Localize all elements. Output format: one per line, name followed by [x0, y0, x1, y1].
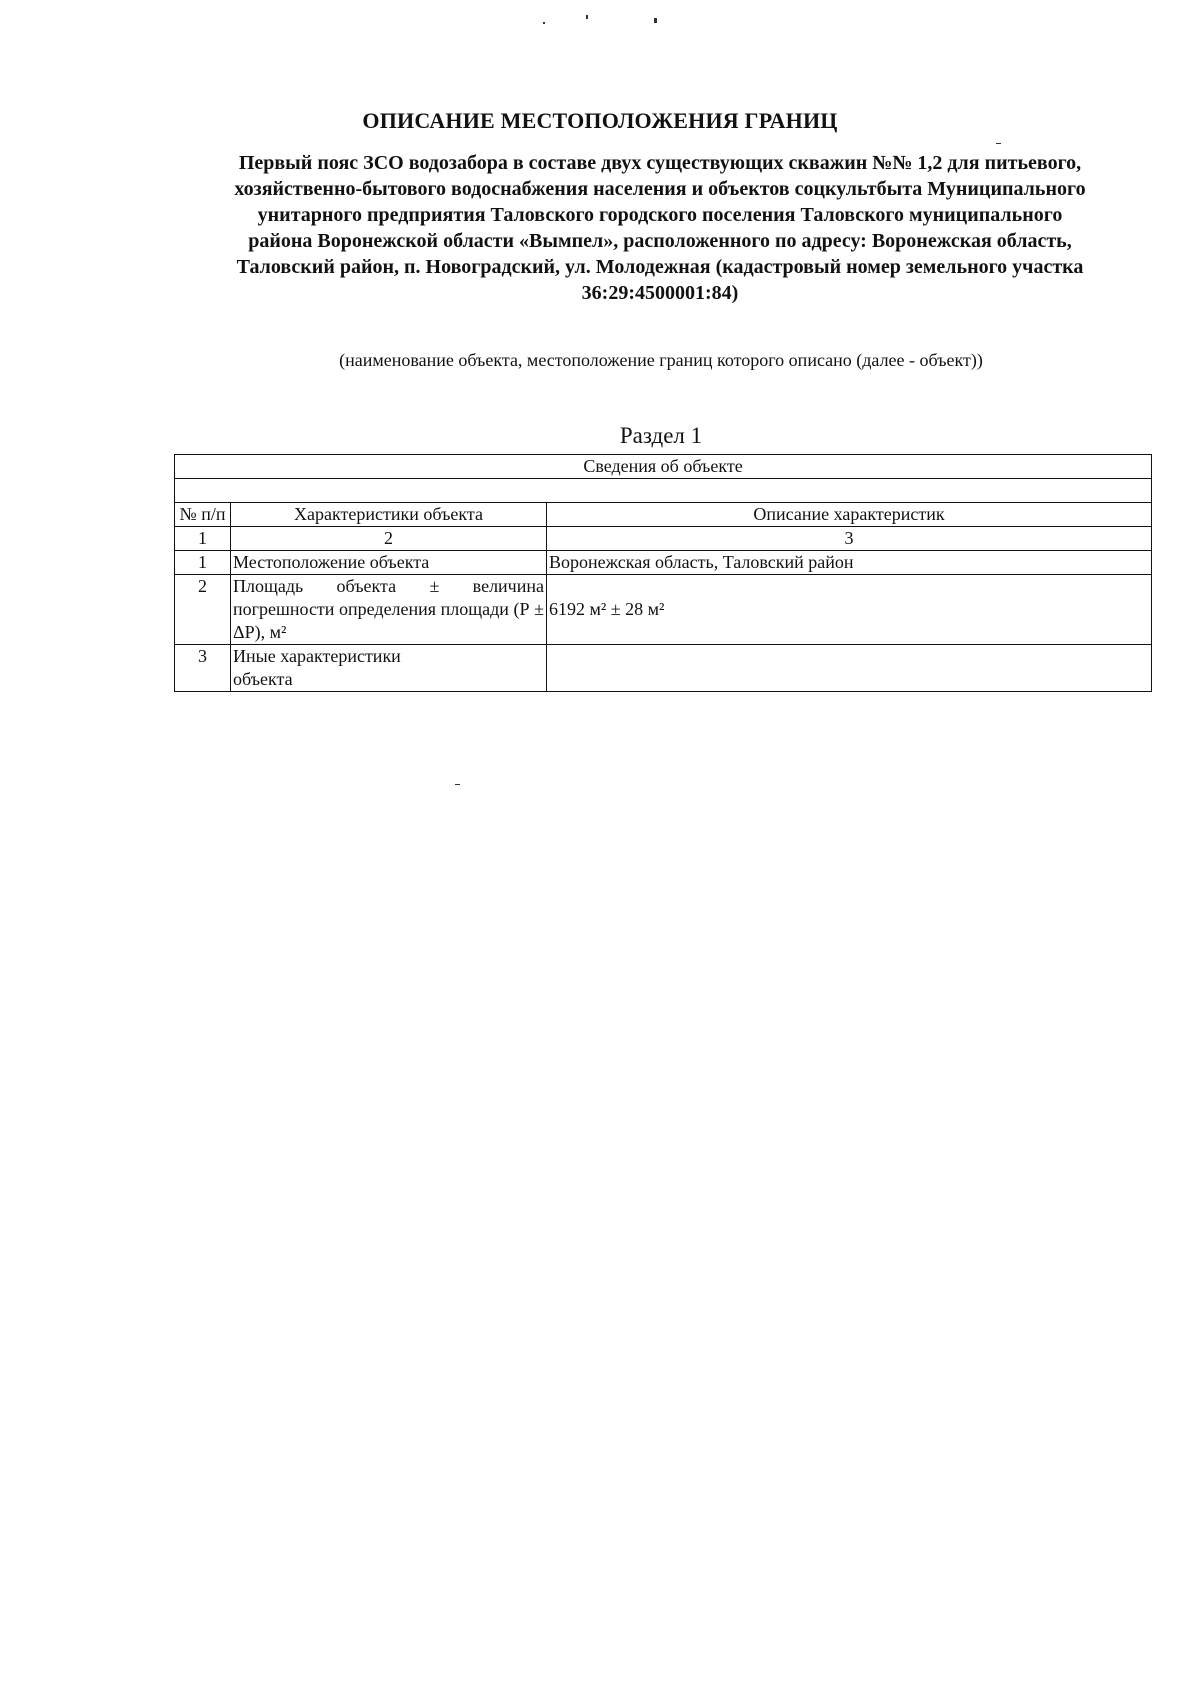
row-number: 2: [175, 575, 231, 645]
table-row: [175, 575, 1152, 645]
object-name-line: Первый пояс ЗСО водозабора в составе двух существующих скважин №№ 1,2 для питьевого,: [238, 152, 1082, 174]
header-description: Описание характеристик: [547, 503, 1152, 527]
column-number: 3: [547, 527, 1152, 551]
section-heading: Раздел 1: [619, 423, 703, 448]
scan-speck: [654, 18, 657, 23]
table-spacer-row: [175, 479, 1152, 503]
table-header-row: [175, 503, 1152, 527]
scan-speck: [586, 15, 588, 19]
header-characteristic: Характеристики объекта: [231, 503, 547, 527]
row-characteristic: Местоположение объекта: [231, 551, 547, 575]
column-number: 2: [231, 527, 547, 551]
row-characteristic: Площадь объекта ± величина погрешности определения площади (Р ± ΔР), м²: [231, 575, 547, 645]
object-name-line: района Воронежской области «Вымпел», расположенного по адресу: Воронежская область,: [248, 230, 1072, 252]
row-description: [547, 645, 1152, 692]
object-name-line: 36:29:4500001:84): [581, 282, 739, 304]
object-info-table: [174, 454, 1152, 692]
scan-speck: [455, 784, 460, 785]
header-number: № п/п: [175, 503, 231, 527]
table-row: [175, 645, 1152, 692]
object-full-name: [180, 150, 1140, 306]
table-caption: Сведения об объекте: [175, 455, 1152, 479]
scan-speck: [543, 22, 545, 24]
document-title: ОПИСАНИЕ МЕСТОПОЛОЖЕНИЯ ГРАНИЦ: [362, 108, 838, 133]
object-name-line: Таловский район, п. Новоградский, ул. Молодежная (кадастровый номер земельного участка: [236, 256, 1084, 278]
column-number: 1: [175, 527, 231, 551]
row-description: Воронежская область, Таловский район: [547, 551, 1152, 575]
row-number: 1: [175, 551, 231, 575]
object-name-line: унитарного предприятия Таловского городского поселения Таловского муниципального: [257, 204, 1063, 226]
row-number: 3: [175, 645, 231, 692]
object-name-line: хозяйственно-бытового водоснабжения населения и объектов соцкультбыта Муниципального: [234, 178, 1086, 200]
row-description: 6192 м² ± 28 м²: [547, 575, 1152, 645]
scan-speck: [996, 143, 1001, 144]
object-name-note: (наименование объекта, местоположение границ которого описано (далее - объект)): [339, 350, 983, 370]
table-row: [175, 551, 1152, 575]
table-caption-row: [175, 455, 1152, 479]
table-spacer-cell: [175, 479, 1152, 503]
row-characteristic: Иные характеристики объекта: [231, 645, 547, 692]
table-numbering-row: [175, 527, 1152, 551]
